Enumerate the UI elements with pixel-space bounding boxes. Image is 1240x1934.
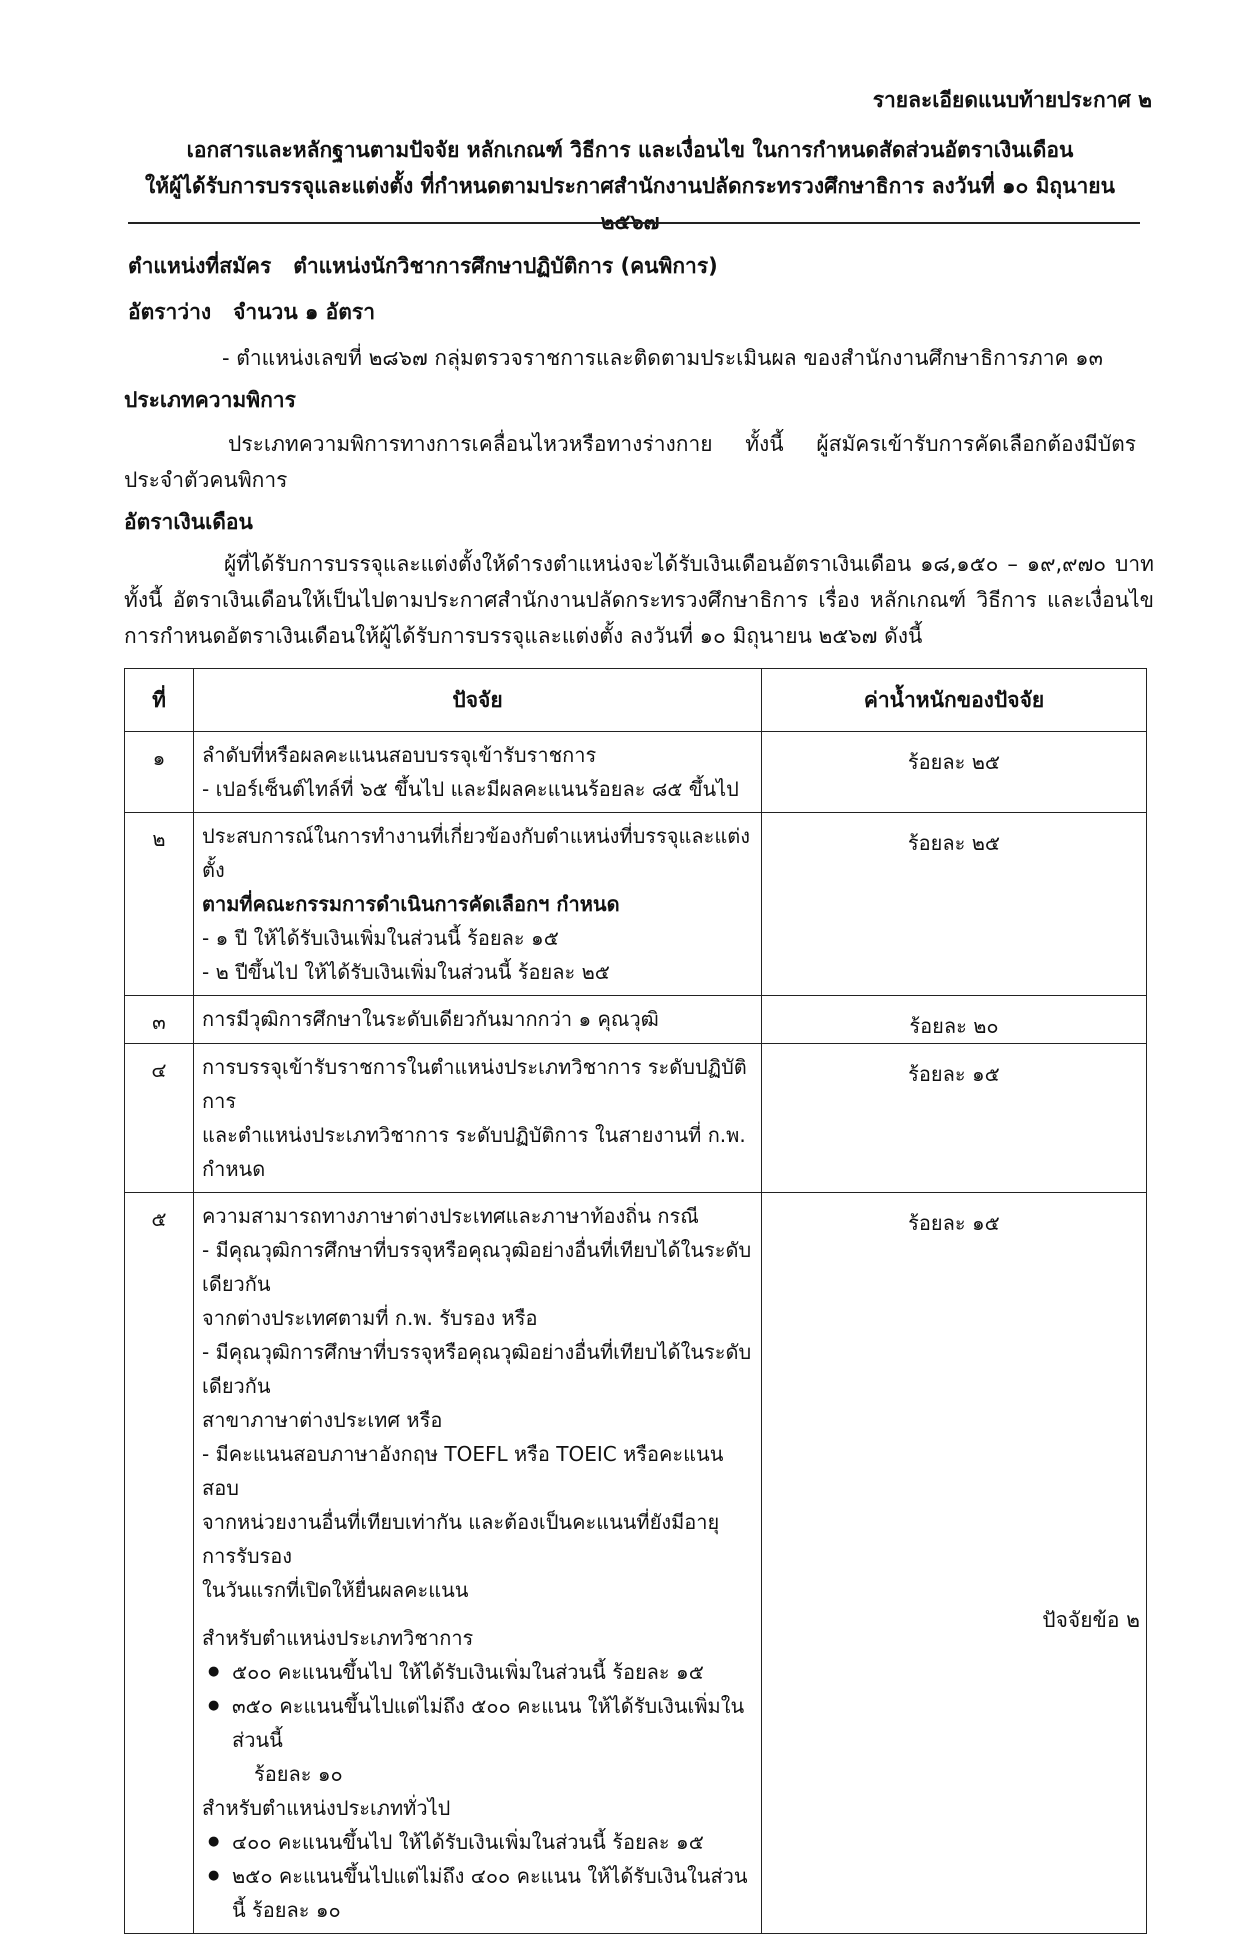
factor-line: - ๒ ปีขึ้นไป ให้ได้รับเงินเพิ่มในส่วนนี้ ร้อยละ ๒๕ — [202, 960, 610, 984]
bullet-item: ● ๓๕๐ คะแนนขึ้นไปแต่ไม่ถึง ๕๐๐ คะแนน ให้ได้รับเงินเพิ่มในส่วนนี้ — [202, 1689, 753, 1757]
factor-line: การมีวุฒิการศึกษาในระดับเดียวกันมากกว่า ๑ คุณวุฒิ — [202, 1007, 659, 1031]
factor-line: - ๑ ปี ให้ได้รับเงินเพิ่มในส่วนนี้ ร้อยละ ๑๕ — [202, 926, 559, 950]
title-line-2: ให้ผู้ได้รับการบรรจุและแต่งตั้ง ที่กำหนดตามประกาศสำนักงานปลัดกระทรวงศึกษาธิการ ลงวันที่ ๑๐ มิถุนายน ๒๕๖๗ — [145, 174, 1115, 234]
footer-note: ปัจจัยข้อ ๒ — [1042, 1608, 1140, 1632]
row-no: ๔ — [125, 1044, 194, 1193]
row-factor — [194, 813, 762, 996]
factor-line: ลำดับที่หรือผลคะแนนสอบบรรจุเข้ารับราชการ — [202, 743, 597, 767]
row-no: ๒ — [125, 813, 194, 996]
position-label: ตำแหน่งที่สมัคร — [128, 254, 272, 278]
bullet-item: ● ๕๐๐ คะแนนขึ้นไป ให้ได้รับเงินเพิ่มในส่วนนี้ ร้อยละ ๑๕ — [202, 1655, 753, 1689]
academic-heading: สำหรับตำแหน่งประเภทวิชาการ — [202, 1626, 474, 1650]
row-factor — [194, 996, 762, 1044]
row-no: ๓ — [125, 996, 194, 1044]
factor-line: จากหน่วยงานอื่นที่เทียบเท่ากัน และต้องเป็นคะแนนที่ยังมีอายุการรับรอง — [202, 1510, 720, 1568]
vacancy-value: จำนวน ๑ อัตรา — [233, 300, 375, 324]
factor-line: ประสบการณ์ในการทำงานที่เกี่ยวข้องกับตำแหน่งที่บรรจุและแต่งตั้ง — [202, 824, 750, 882]
title-line-1: เอกสารและหลักฐานตามปัจจัย หลักเกณฑ์ วิธีการ และเงื่อนไข ในการกำหนดสัดส่วนอัตราเงินเดือน — [186, 138, 1074, 162]
bullet-item: ● ๒๕๐ คะแนนขึ้นไปแต่ไม่ถึง ๔๐๐ คะแนน ให้ได้รับเงินในส่วนนี้ ร้อยละ ๑๐ — [202, 1859, 753, 1927]
row-factor — [194, 1044, 762, 1193]
vacancy-detail: - ตำแหน่งเลขที่ ๒๘๖๗ กลุ่มตรวจราชการและติดตามประเมินผล ของสำนักงานศึกษาธิการภาค ๑๓ — [222, 346, 1103, 370]
factor-line: - มีคุณวุฒิการศึกษาที่บรรจุหรือคุณวุฒิอย่างอื่นที่เทียบได้ในระดับเดียวกัน — [202, 1238, 752, 1296]
row-weight: ร้อยละ ๒๐ — [762, 996, 1147, 1044]
factor-table — [124, 668, 1147, 1934]
vacancy-label: อัตราว่าง — [128, 300, 212, 324]
disability-text: ประเภทความพิการทางการเคลื่อนไหวหรือทางร่างกาย ทั้งนี้ ผู้สมัครเข้ารับการคัดเลือกต้องมีบัตรประจำตัวคนพิการ — [124, 432, 1136, 492]
table-header-row — [125, 669, 1147, 732]
bullet-item: ● ๔๐๐ คะแนนขึ้นไป ให้ได้รับเงินเพิ่มในส่วนนี้ ร้อยละ ๑๕ — [202, 1825, 753, 1859]
header-weight: ค่าน้ำหนักของปัจจัย — [762, 669, 1147, 732]
table-row — [125, 732, 1147, 813]
table-row — [125, 813, 1147, 996]
salary-paragraph — [124, 546, 1154, 654]
title-divider — [128, 222, 1140, 224]
row-weight: ร้อยละ ๒๕ — [762, 813, 1147, 996]
factor-line: ตามที่คณะกรรมการดำเนินการคัดเลือกฯ กำหนด — [202, 892, 620, 916]
factor-line: และตำแหน่งประเภทวิชาการ ระดับปฏิบัติการ ในสายงานที่ ก.พ. กำหนด — [202, 1123, 746, 1181]
header-no: ที่ — [125, 669, 194, 732]
table-row — [125, 1193, 1147, 1934]
table-row — [125, 1044, 1147, 1193]
row-no: ๕ — [125, 1193, 194, 1934]
header-factor: ปัจจัย — [194, 669, 762, 732]
disability-paragraph — [124, 426, 1136, 498]
factor-line: - มีคะแนนสอบภาษาอังกฤษ TOEFL หรือ TOEIC หรือคะแนนสอบ — [202, 1442, 724, 1500]
factor-line: จากต่างประเทศตามที่ ก.พ. รับรอง หรือ — [202, 1306, 538, 1330]
factor-line: ในวันแรกที่เปิดให้ยื่นผลคะแนน — [202, 1578, 469, 1602]
factor-line: การบรรจุเข้ารับราชการในตำแหน่งประเภทวิชาการ ระดับปฏิบัติการ — [202, 1055, 747, 1113]
salary-heading: อัตราเงินเดือน — [124, 510, 253, 534]
row-weight: ร้อยละ ๒๕ — [762, 732, 1147, 813]
bullet-continuation: ร้อยละ ๑๐ — [254, 1762, 343, 1786]
factor-line: - เปอร์เซ็นต์ไทล์ที่ ๖๕ ขึ้นไป และมีผลคะแนนร้อยละ ๘๕ ขึ้นไป — [202, 777, 739, 801]
position-value: ตำแหน่งนักวิชาการศึกษาปฏิบัติการ (คนพิการ) — [293, 254, 718, 278]
general-heading: สำหรับตำแหน่งประเภททั่วไป — [202, 1796, 451, 1820]
row-weight: ร้อยละ ๑๕ — [762, 1193, 1147, 1934]
position-row — [128, 248, 718, 284]
salary-text: ผู้ที่ได้รับการบรรจุและแต่งตั้งให้ดำรงตำแหน่งจะได้รับเงินเดือนอัตราเงินเดือน ๑๘,๑๕๐ – ๑๙,๙๗๐ บาท ทั้งนี้ อัตราเงินเดือนให้เป็นไปตามประกาศสำนักงานปลัดกระทรวงศึกษาธิการ เรื่อง หลักเกณฑ์ วิธีการ และเงื่อนไข การกำหนดอัตราเงินเดือนให้ผู้ได้รับการบรรจุและแต่งตั้ง ลงวันที่ ๑๐ มิถุนายน ๒๕๖๗ ดังนี้ — [124, 552, 1154, 648]
header-note: รายละเอียดแนบท้ายประกาศ ๒ — [872, 88, 1152, 112]
row-factor — [194, 732, 762, 813]
factor-line: ความสามารถทางภาษาต่างประเทศและภาษาท้องถิ่น กรณี — [202, 1204, 699, 1228]
row-no: ๑ — [125, 732, 194, 813]
table-row — [125, 996, 1147, 1044]
factor-line: - มีคุณวุฒิการศึกษาที่บรรจุหรือคุณวุฒิอย่างอื่นที่เทียบได้ในระดับเดียวกัน — [202, 1340, 752, 1398]
disability-heading: ประเภทความพิการ — [124, 388, 296, 412]
spacer — [202, 1607, 753, 1621]
row-weight: ร้อยละ ๑๕ — [762, 1044, 1147, 1193]
vacancy-row — [128, 294, 375, 330]
row-factor — [194, 1193, 762, 1934]
factor-line: สาขาภาษาต่างประเทศ หรือ — [202, 1408, 443, 1432]
